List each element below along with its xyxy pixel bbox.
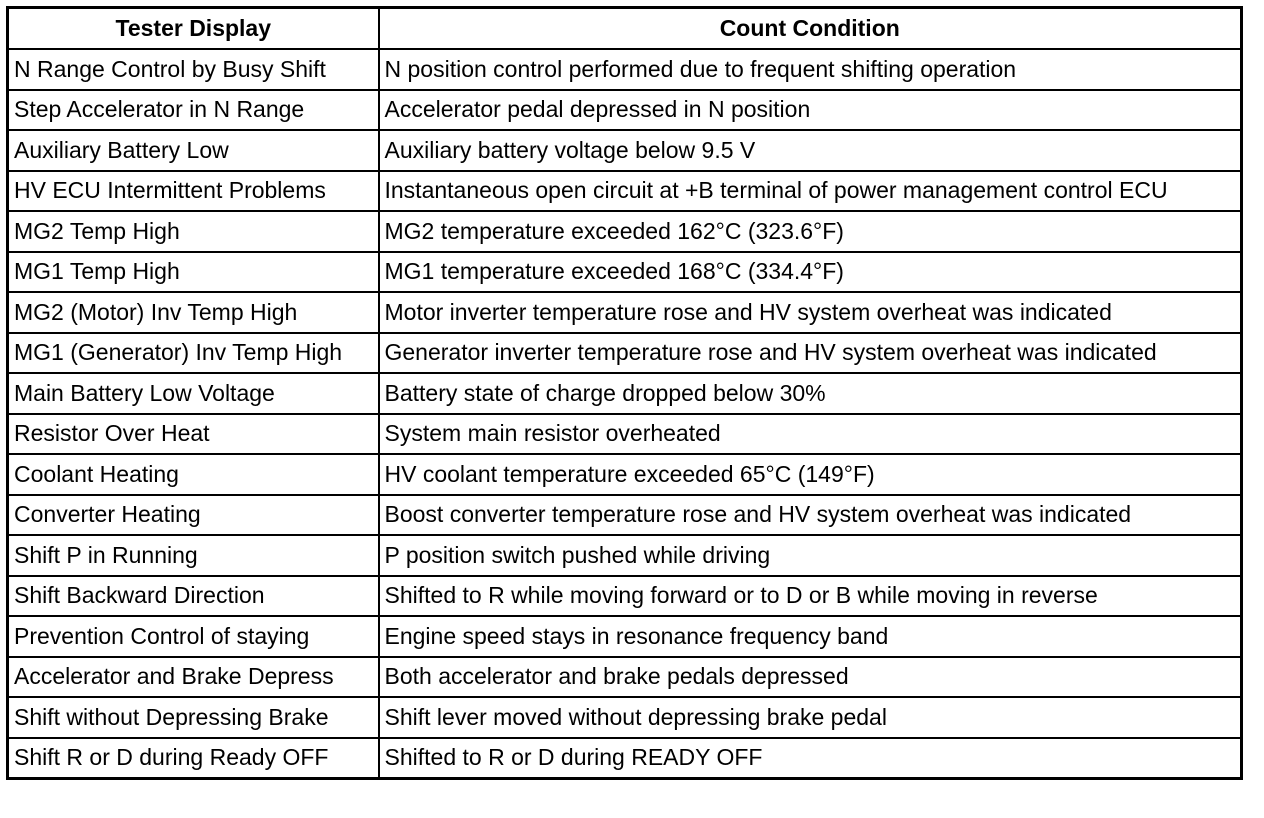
- table-row: [8, 373, 1242, 414]
- table-body: [8, 49, 1242, 779]
- tester-display-cell: MG1 Temp High: [8, 252, 379, 293]
- table-row: [8, 130, 1242, 171]
- table-row: [8, 535, 1242, 576]
- tester-display-cell: HV ECU Intermittent Problems: [8, 171, 379, 212]
- tester-display-cell: Prevention Control of staying: [8, 616, 379, 657]
- table-row: [8, 252, 1242, 293]
- tester-display-cell: N Range Control by Busy Shift: [8, 49, 379, 90]
- count-condition-cell: System main resistor overheated: [379, 414, 1242, 455]
- count-condition-cell: Shift lever moved without depressing brake pedal: [379, 697, 1242, 738]
- table-row: [8, 414, 1242, 455]
- tester-display-cell: Shift R or D during Ready OFF: [8, 738, 379, 779]
- count-condition-cell: MG1 temperature exceeded 168°C (334.4°F): [379, 252, 1242, 293]
- tester-display-cell: Accelerator and Brake Depress: [8, 657, 379, 698]
- count-condition-cell: Motor inverter temperature rose and HV system overheat was indicated: [379, 292, 1242, 333]
- table-row: [8, 211, 1242, 252]
- tester-display-cell: Converter Heating: [8, 495, 379, 536]
- tester-display-cell: Shift Backward Direction: [8, 576, 379, 617]
- count-condition-cell: Shifted to R while moving forward or to D or B while moving in reverse: [379, 576, 1242, 617]
- tester-display-cell: Resistor Over Heat: [8, 414, 379, 455]
- header-row: [8, 8, 1242, 50]
- count-condition-cell: Both accelerator and brake pedals depressed: [379, 657, 1242, 698]
- count-condition-cell: Engine speed stays in resonance frequency band: [379, 616, 1242, 657]
- table-row: [8, 697, 1242, 738]
- column-header-tester-display: Tester Display: [8, 8, 379, 50]
- count-condition-cell: HV coolant temperature exceeded 65°C (149°F): [379, 454, 1242, 495]
- tester-display-cell: Shift without Depressing Brake: [8, 697, 379, 738]
- count-condition-cell: Instantaneous open circuit at +B terminal of power management control ECU: [379, 171, 1242, 212]
- tester-display-cell: MG1 (Generator) Inv Temp High: [8, 333, 379, 374]
- tester-display-cell: Step Accelerator in N Range: [8, 90, 379, 131]
- tester-display-table: [6, 6, 1243, 780]
- table-header: [8, 8, 1242, 50]
- table-row: [8, 90, 1242, 131]
- table-row: [8, 657, 1242, 698]
- column-header-count-condition: Count Condition: [379, 8, 1242, 50]
- table-row: [8, 333, 1242, 374]
- tester-display-cell: MG2 Temp High: [8, 211, 379, 252]
- count-condition-cell: Battery state of charge dropped below 30%: [379, 373, 1242, 414]
- count-condition-cell: Shifted to R or D during READY OFF: [379, 738, 1242, 779]
- tester-display-cell: Auxiliary Battery Low: [8, 130, 379, 171]
- table-row: [8, 495, 1242, 536]
- count-condition-cell: Accelerator pedal depressed in N position: [379, 90, 1242, 131]
- count-condition-cell: Boost converter temperature rose and HV system overheat was indicated: [379, 495, 1242, 536]
- table-row: [8, 738, 1242, 779]
- table-row: [8, 49, 1242, 90]
- tester-display-cell: MG2 (Motor) Inv Temp High: [8, 292, 379, 333]
- table-row: [8, 454, 1242, 495]
- count-condition-cell: P position switch pushed while driving: [379, 535, 1242, 576]
- count-condition-cell: N position control performed due to frequent shifting operation: [379, 49, 1242, 90]
- count-condition-cell: Auxiliary battery voltage below 9.5 V: [379, 130, 1242, 171]
- tester-display-cell: Coolant Heating: [8, 454, 379, 495]
- count-condition-cell: MG2 temperature exceeded 162°C (323.6°F): [379, 211, 1242, 252]
- table-row: [8, 616, 1242, 657]
- tester-display-cell: Shift P in Running: [8, 535, 379, 576]
- tester-display-cell: Main Battery Low Voltage: [8, 373, 379, 414]
- tester-display-table-container: [6, 6, 1240, 780]
- table-row: [8, 171, 1242, 212]
- count-condition-cell: Generator inverter temperature rose and HV system overheat was indicated: [379, 333, 1242, 374]
- table-row: [8, 292, 1242, 333]
- table-row: [8, 576, 1242, 617]
